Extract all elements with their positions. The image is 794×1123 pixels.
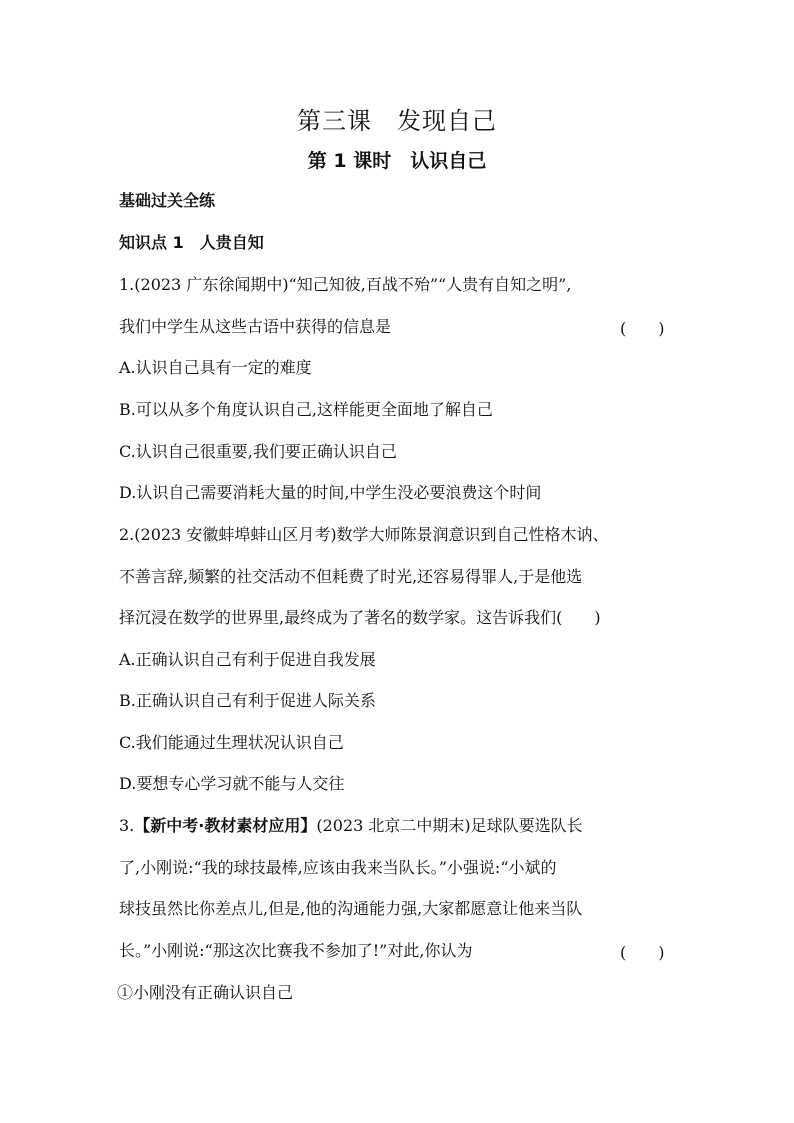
q2-option-c: C.我们能通过生理状况认识自己 [119,733,344,752]
q2-option-d: D.要想专心学习就不能与人交往 [119,774,345,793]
q1-stem-line2: 我们中学生从这些古语中获得的信息是 [119,317,392,336]
q1-stem-line1: 1.(2023 广东徐闻期中)“知己知彼,百战不殆”“人贵有自知之明”, [119,275,572,294]
q2-stem-line3: 择沉浸在数学的世界里,最终成为了著名的数学家。这告诉我们( ) [119,608,601,627]
q3-answer-blank: ( ) [620,943,665,962]
q3-number: 3. [119,816,135,835]
q3-stem-line4: 长。”小刚说:“那这次比赛我不参加了!”对此,你认为 [119,941,473,960]
q3-stem-line1 [119,815,583,837]
q2-stem-line1: 2.(2023 安徽蚌埠蚌山区月考)数学大师陈景润意识到自己性格木讷、 [119,525,609,544]
q2-option-b: B.正确认识自己有利于促进人际关系 [119,691,376,710]
section-heading: 基础过关全练 [119,191,216,210]
period-title: 第 1 课时 认识自己 [307,150,487,172]
q2-stem-line2: 不善言辞,频繁的社交活动不但耗费了时光,还容易得罪人,于是他选 [119,567,583,586]
q1-option-d: D.认识自己需要消耗大量的时间,中学生没必要浪费这个时间 [119,483,542,502]
q1-option-c: C.认识自己很重要,我们要正确认识自己 [119,442,397,461]
q2-option-a: A.正确认识自己有利于促进自我发展 [119,650,376,669]
q3-source: (2023 北京二中期末)足球队要选队长 [316,816,583,835]
q3-stem-line2: 了,小刚说:“我的球技最棒,应该由我来当队长。”小强说:“小斌的 [119,858,557,877]
q1-option-b: B.可以从多个角度认识自己,这样能更全面地了解自己 [119,400,493,419]
q1-answer-blank: ( ) [620,319,665,338]
lesson-title: 第三课 发现自己 [297,107,497,135]
q3-tag: 【新中考·教材素材应用】 [134,816,317,835]
knowledge-point-heading: 知识点 1 人贵自知 [119,233,264,252]
q1-option-a: A.认识自己具有一定的难度 [119,358,312,377]
q3-item-1: ①小刚没有正确认识自己 [117,983,294,1002]
q3-stem-line3: 球技虽然比你差点儿,但是,他的沟通能力强,大家都愿意让他来当队 [119,899,583,918]
